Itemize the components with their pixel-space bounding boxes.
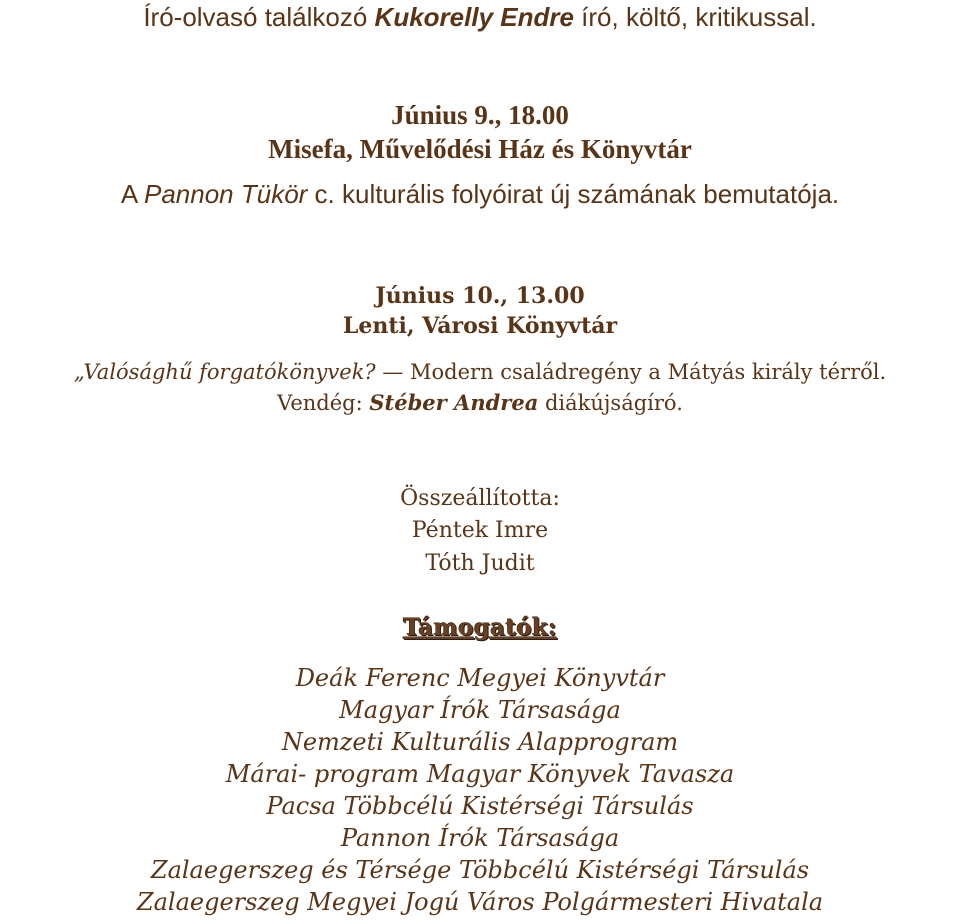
event-subtitle: — Modern családregény a Mátyás király térről. [375,360,887,384]
event-description [0,179,960,210]
journal-title: Pannon Tükör [144,179,308,209]
credits-name: Tóth Judit [425,551,535,576]
event-title-line [0,360,960,384]
supporter-item: Márai- program Magyar Könyvek Tavasza [225,760,735,788]
event-title: „Valósághű forgatókönyvek? [73,360,376,384]
guest-name: Stéber Andrea [369,390,539,415]
guest-name: Kukorelly Endre [374,2,574,32]
supporter-item: Deák Ferenc Megyei Könyvtár [295,664,665,692]
event-prefix: Író-olvasó találkozó [143,2,375,32]
supporters-heading: Támogatók: [403,614,557,641]
event-guest-line [0,390,960,415]
event-date: Június 10., 13.00 [375,283,585,309]
supporter-item: Nemzeti Kulturális Alapprogram [281,728,679,756]
guest-suffix: diákújságíró. [538,391,683,415]
supporter-item: Pacsa Többcélú Kistérségi Társulás [266,792,694,820]
event-venue: Lenti, Városi Könyvtár [342,313,618,339]
credits-name: Péntek Imre [411,518,549,543]
event-kukorelly-line [0,2,960,33]
desc-prefix: A [120,179,144,209]
credits-label: Összeállította: [400,486,560,511]
desc-suffix: c. kulturális folyóirat új számának bemutatója. [307,179,840,209]
supporter-item: Pannon Írók Társasága [340,824,620,852]
event-date: Június 9., 18.00 [391,100,569,130]
guest-prefix: Vendég: [277,391,370,415]
event-suffix: író, költő, kritikussal. [573,2,817,32]
supporter-item: Magyar Írók Társasága [339,696,621,724]
event-venue: Misefa, Művelődési Ház és Könyvtár [268,134,692,164]
supporter-item: Zalaegerszeg és Térsége Többcélú Kistérségi Társulás [150,856,810,884]
supporter-item: Zalaegerszeg Megyei Jogú Város Polgármesteri Hivatala [136,888,824,916]
